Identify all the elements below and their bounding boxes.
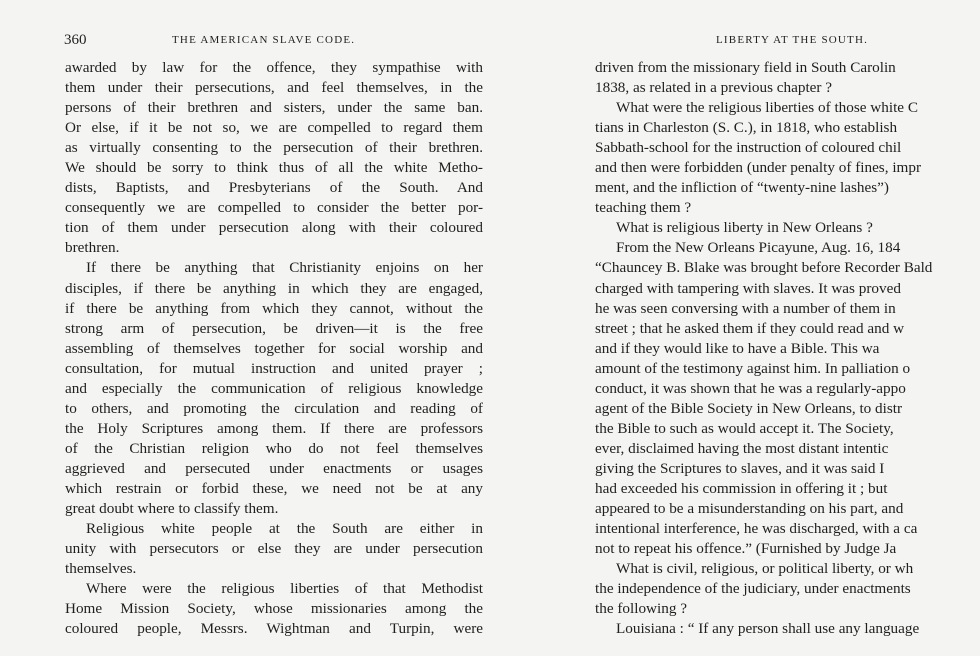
text-line: aggrieved and persecuted under enactments or usages — [65, 459, 483, 477]
text-line: appeared to be a misunderstanding on his part, and — [595, 500, 904, 518]
text-line: amount of the testimony against him. In palliation o — [595, 359, 911, 377]
text-line: the Holy Scriptures among them. If there are professors — [65, 419, 483, 437]
running-title-right: LIBERTY AT THE SOUTH. — [716, 34, 869, 46]
text-line: “Chauncey B. Blake was brought before Recorder Bald — [595, 259, 933, 277]
text-line: tians in Charleston (S. C.), in 1818, who establish — [595, 119, 898, 137]
text-line: strong arm of persecution, be driven—it is the free — [65, 319, 483, 337]
text-line: giving the Scriptures to slaves, and it was said I — [595, 459, 885, 477]
text-line: Sabbath-school for the instruction of coloured chil — [595, 139, 902, 157]
text-line: to others, and promoting the circulation and reading of — [65, 399, 483, 417]
text-line: of the Christian religion who do not feel themselves — [65, 439, 483, 457]
running-title-left: THE AMERICAN SLAVE CODE. — [172, 34, 356, 46]
text-line: Religious white people at the South are either in — [86, 520, 483, 538]
text-line: What is civil, religious, or political liberty, or wh — [616, 560, 914, 578]
text-line: persons of their brethren and sisters, under the same ban. — [65, 99, 483, 117]
text-line: tion of them under persecution along with their coloured — [65, 219, 483, 237]
text-line: street ; that he asked them if they could read and w — [595, 319, 905, 337]
text-line: and especially the communication of religious knowledge — [65, 379, 483, 397]
text-line: disciples, if there be anything in which they are engaged, — [65, 279, 483, 297]
text-line: consequently we are compelled to consider the better por- — [65, 199, 483, 217]
text-line: had exceeded his commission in offering it ; but — [595, 479, 888, 497]
text-line: if there be anything from which they cannot, without the — [65, 299, 483, 317]
text-line: themselves. — [65, 560, 137, 578]
text-line: What were the religious liberties of those white C — [616, 99, 918, 117]
page-number: 360 — [64, 32, 87, 48]
right-page-body — [595, 58, 980, 639]
text-line: teaching them ? — [595, 199, 692, 217]
text-line: intentional interference, he was discharged, with a ca — [595, 520, 918, 538]
text-line: and if they would like to have a Bible. This wa — [595, 339, 880, 357]
text-line: conduct, it was shown that he was a regularly-appo — [595, 379, 906, 397]
text-line: Home Mission Society, whose missionaries among the — [65, 600, 483, 618]
text-line: he was seen conversing with a number of them in — [595, 299, 896, 317]
text-line: as virtually consenting to the persecution of their brethren. — [65, 139, 483, 157]
text-line: consultation, for mutual instruction and united prayer ; — [65, 359, 483, 377]
text-line: brethren. — [65, 239, 120, 257]
text-line: ever, disclaimed having the most distant intentic — [595, 439, 889, 457]
text-line: Where were the religious liberties of that Methodist — [86, 580, 483, 598]
text-line: We should be sorry to think thus of all the white Metho- — [65, 159, 483, 177]
text-line: Louisiana : “ If any person shall use any language — [616, 620, 920, 638]
right-page — [540, 0, 980, 656]
text-line: assembling of themselves together for social worship and — [65, 339, 483, 357]
text-line: From the New Orleans Picayune, Aug. 16, 184 — [616, 239, 901, 257]
text-line: dists, Baptists, and Presbyterians of the South. And — [65, 179, 483, 197]
left-page-body — [65, 58, 483, 639]
text-line: If there be anything that Christianity enjoins on her — [86, 259, 483, 277]
text-line: What is religious liberty in New Orleans ? — [616, 219, 873, 237]
text-line: and then were forbidden (under penalty of fines, impr — [595, 159, 921, 177]
text-line: awarded by law for the offence, they sympathise with — [65, 59, 483, 76]
text-line: agent of the Bible Society in New Orleans, to distr — [595, 399, 903, 417]
text-line: which restrain or forbid these, we need not be at any — [65, 479, 483, 497]
text-line: charged with tampering with slaves. It was proved — [595, 279, 901, 297]
text-line: them under their persecutions, and feel themselves, in the — [65, 79, 483, 97]
text-line: Or else, if it be not so, we are compelled to regard them — [65, 119, 483, 137]
text-line: not to repeat his offence.” (Furnished by Judge Ja — [595, 540, 897, 558]
text-line: 1838, as related in a previous chapter ? — [595, 79, 833, 97]
text-line: the Bible to such as would accept it. The Society, — [595, 419, 894, 437]
text-line: the following ? — [595, 600, 687, 618]
text-line: unity with persecutors or else they are under persecution — [65, 540, 483, 558]
text-line: coloured people, Messrs. Wightman and Turpin, were — [65, 620, 483, 638]
text-line: great doubt where to classify them. — [65, 500, 279, 518]
text-line: ment, and the infliction of “twenty-nine lashes”) — [595, 179, 889, 197]
text-line: driven from the missionary field in South Carolin — [595, 59, 896, 76]
text-line: the independence of the judiciary, under enactments — [595, 580, 911, 598]
